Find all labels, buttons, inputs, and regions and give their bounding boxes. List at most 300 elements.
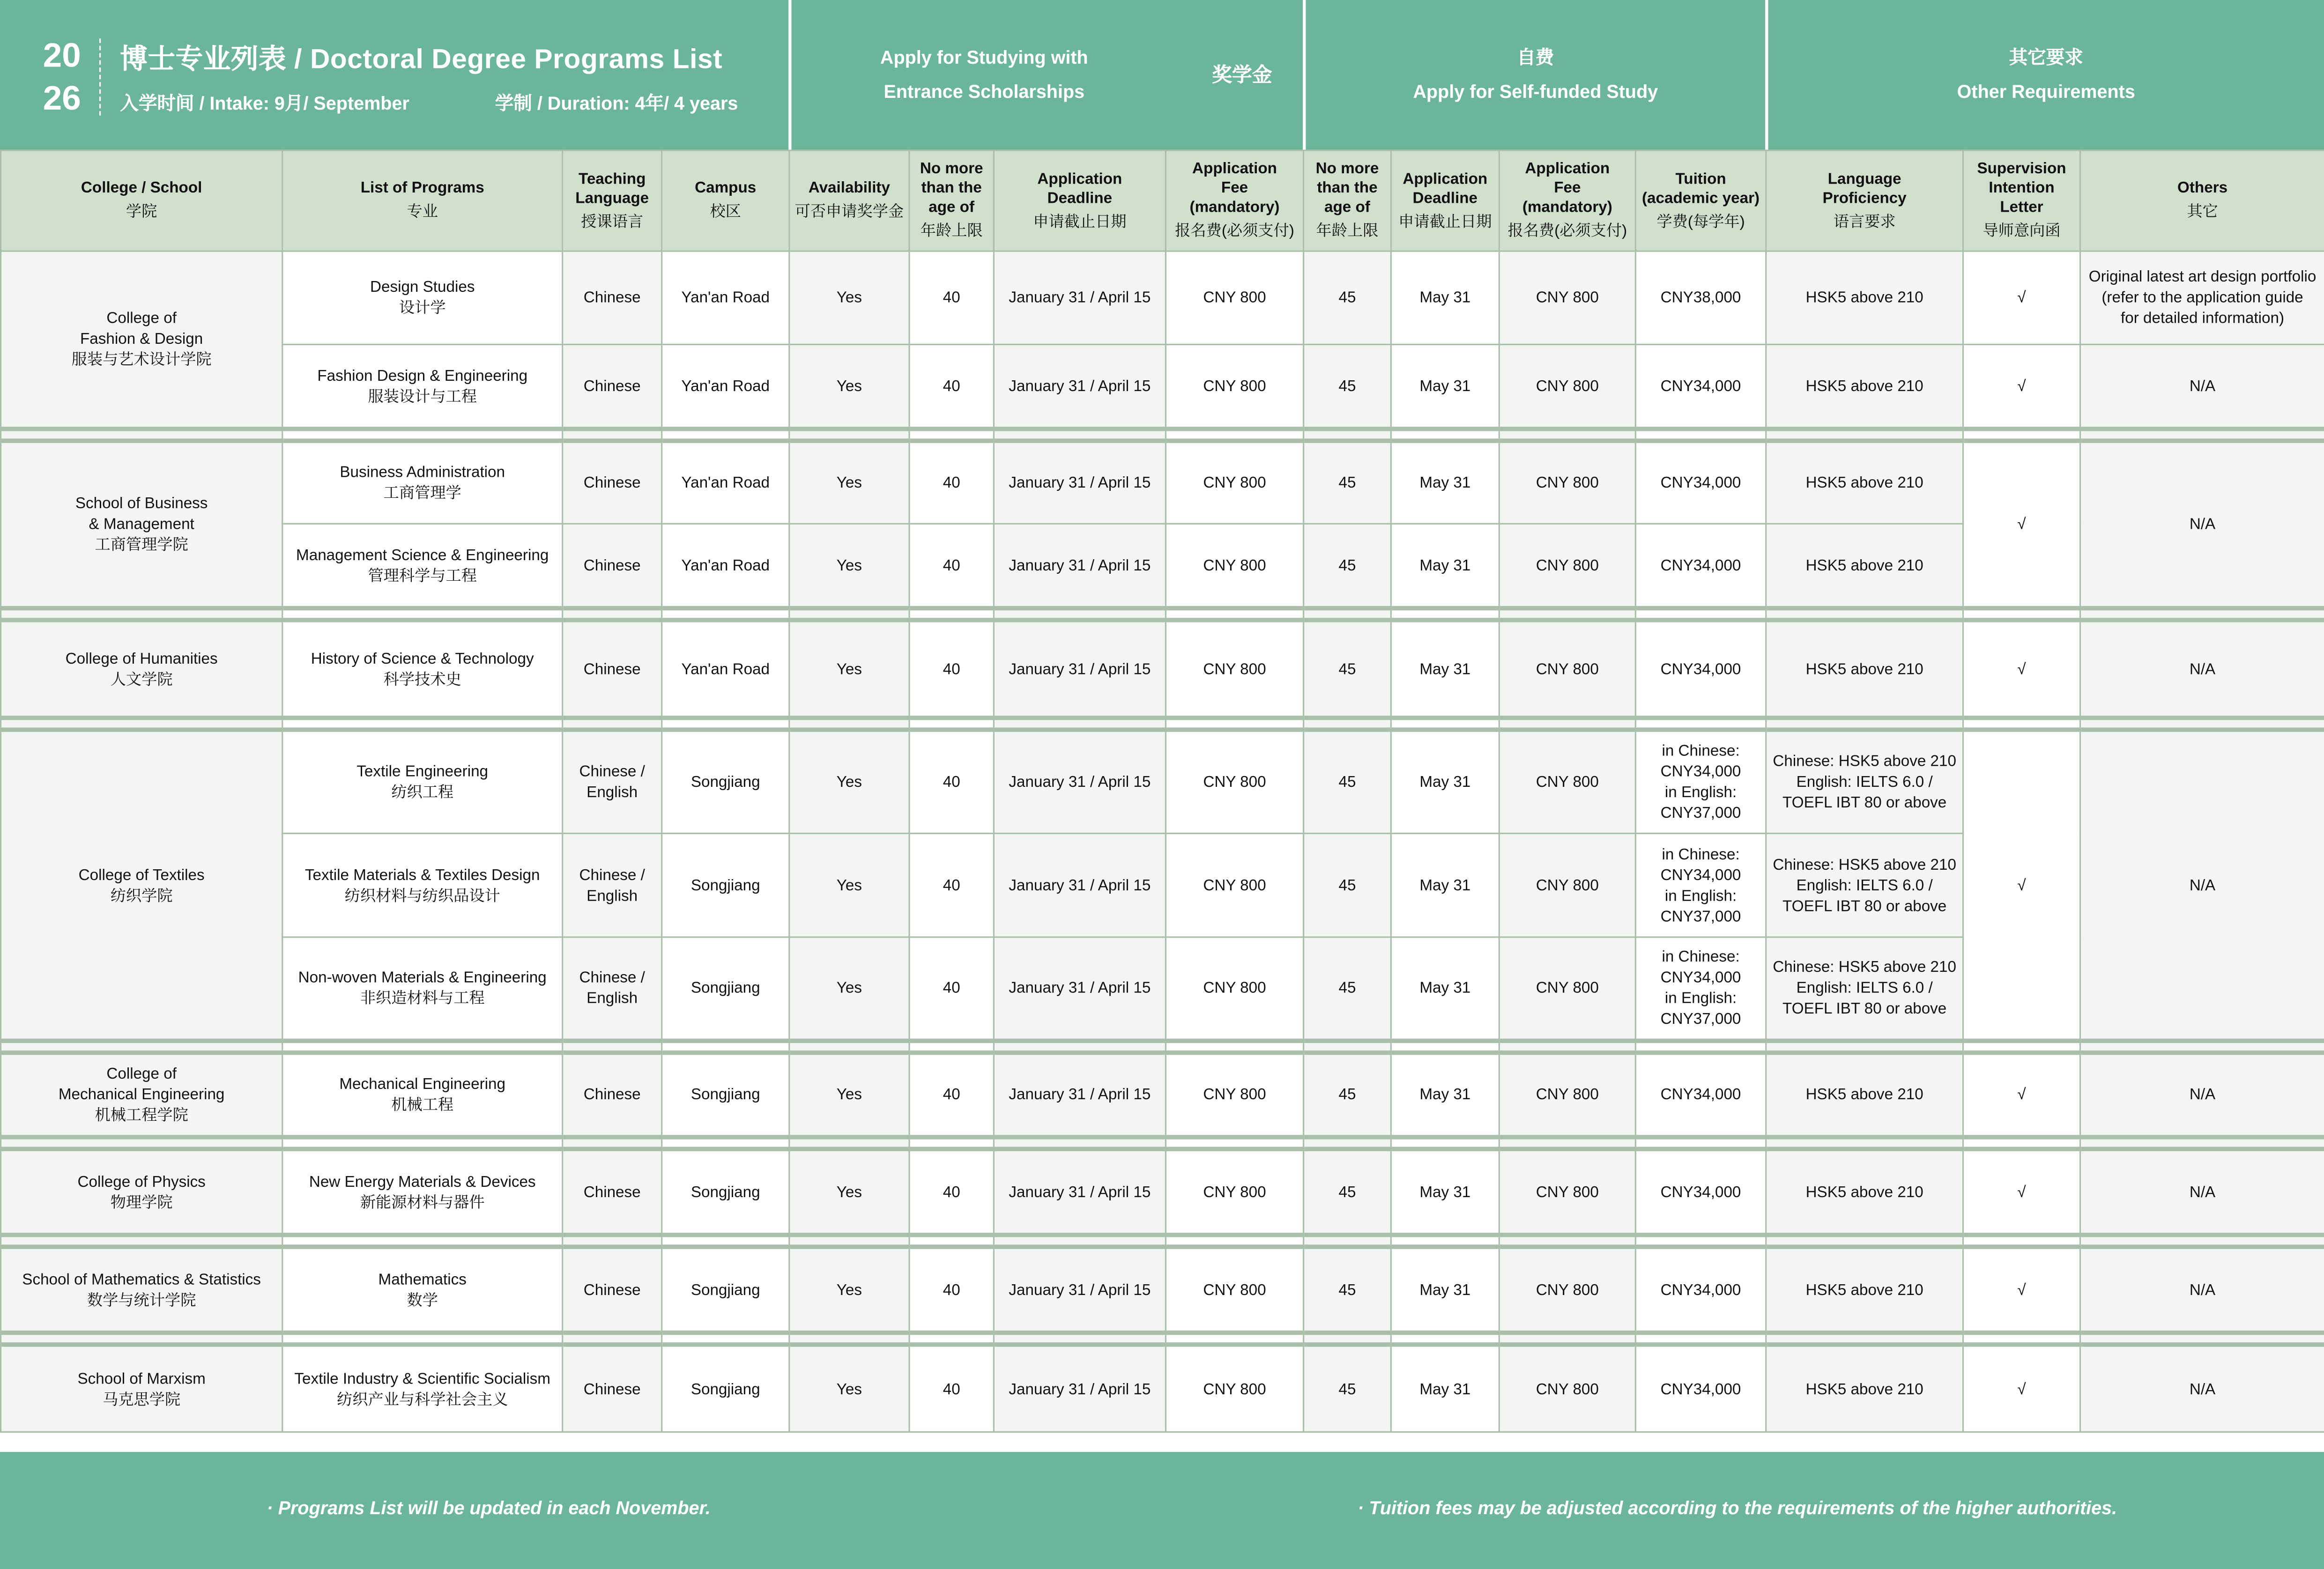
column-header-cn: 专业 bbox=[407, 203, 438, 221]
column-header-cn: 校区 bbox=[710, 203, 741, 221]
spacer-cell bbox=[1499, 1332, 1635, 1344]
cell-college: School of Marxism 马克思学院 bbox=[1, 1345, 282, 1432]
cell-teaching-language: Chinese bbox=[563, 1247, 662, 1332]
column-header-scholarship-deadline bbox=[994, 150, 1166, 251]
cell-scholarship-age-limit: 40 bbox=[909, 344, 994, 429]
group-spacer bbox=[1, 608, 2324, 620]
cell-program: Mathematics 数学 bbox=[282, 1247, 563, 1332]
cell-self-age-limit: 45 bbox=[1304, 1345, 1391, 1432]
cell-scholarship-fee: CNY 800 bbox=[1166, 1053, 1303, 1137]
cell-tuition: CNY34,000 bbox=[1635, 524, 1766, 608]
cell-self-deadline: May 31 bbox=[1391, 251, 1499, 344]
spacer-cell bbox=[1166, 429, 1303, 441]
group-spacer bbox=[1, 1332, 2324, 1344]
column-header-scholarship-fee bbox=[1166, 150, 1303, 251]
programs-table bbox=[0, 150, 2324, 1433]
cell-others: N/A bbox=[2080, 1345, 2324, 1432]
table-row bbox=[1, 730, 2324, 833]
cell-campus: Songjiang bbox=[662, 1053, 789, 1137]
spacer-cell bbox=[1304, 429, 1391, 441]
cell-scholarship-fee: CNY 800 bbox=[1166, 441, 1303, 524]
cell-self-age-limit: 45 bbox=[1304, 937, 1391, 1041]
column-header-en: No more than the age of bbox=[1315, 160, 1379, 216]
spacer-cell bbox=[994, 1332, 1166, 1344]
cell-scholarship-deadline: January 31 / April 15 bbox=[994, 344, 1166, 429]
spacer-cell bbox=[563, 718, 662, 730]
table-row bbox=[1, 1149, 2324, 1235]
spacer-cell bbox=[563, 1235, 662, 1247]
cell-scholarship-deadline: January 31 / April 15 bbox=[994, 1345, 1166, 1432]
cell-self-deadline: May 31 bbox=[1391, 620, 1499, 718]
cell-teaching-language: Chinese / English bbox=[563, 833, 662, 937]
column-header-en: Language Proficiency bbox=[1822, 170, 1907, 207]
spacer-cell bbox=[789, 1041, 909, 1052]
cell-self-age-limit: 45 bbox=[1304, 344, 1391, 429]
cell-tuition: CNY38,000 bbox=[1635, 251, 1766, 344]
table-row bbox=[1, 1053, 2324, 1137]
spacer-cell bbox=[1166, 1041, 1303, 1052]
cell-others: N/A bbox=[2080, 730, 2324, 1041]
spacer-cell bbox=[1635, 1332, 1766, 1344]
spacer-cell bbox=[994, 718, 1166, 730]
spacer-cell bbox=[1963, 1332, 2080, 1344]
cell-language-proficiency: HSK5 above 210 bbox=[1766, 620, 1963, 718]
cell-scholarship-age-limit: 40 bbox=[909, 1247, 994, 1332]
cell-language-proficiency: HSK5 above 210 bbox=[1766, 524, 1963, 608]
spacer-cell bbox=[282, 718, 563, 730]
spacer-cell bbox=[1166, 1235, 1303, 1247]
spacer-cell bbox=[1635, 1235, 1766, 1247]
spacer-cell bbox=[1391, 1332, 1499, 1344]
column-header-cn: 授课语言 bbox=[581, 212, 644, 230]
cell-tuition: CNY34,000 bbox=[1635, 1053, 1766, 1137]
table-row bbox=[1, 620, 2324, 718]
column-header-program bbox=[282, 150, 563, 251]
spacer-cell bbox=[1391, 718, 1499, 730]
spacer-cell bbox=[1963, 718, 2080, 730]
table-row bbox=[1, 441, 2324, 524]
cell-tuition: CNY34,000 bbox=[1635, 344, 1766, 429]
spacer-cell bbox=[1391, 429, 1499, 441]
cell-program: Non-woven Materials & Engineering 非织造材料与工程 bbox=[282, 937, 563, 1041]
spacer-cell bbox=[1304, 1332, 1391, 1344]
other-requirements-group-header: 其它要求 Other Requirements bbox=[1765, 0, 2324, 150]
column-header-en: College / School bbox=[81, 179, 202, 197]
cell-availability: Yes bbox=[789, 1053, 909, 1137]
cell-teaching-language: Chinese / English bbox=[563, 730, 662, 833]
spacer-cell bbox=[1635, 1137, 1766, 1149]
cell-others: N/A bbox=[2080, 1247, 2324, 1332]
spacer-cell bbox=[1, 608, 282, 620]
cell-program: Textile Engineering 纺织工程 bbox=[282, 730, 563, 833]
group-spacer bbox=[1, 429, 2324, 441]
cell-language-proficiency: Chinese: HSK5 above 210 English: IELTS 6.0 / TOEFL IBT 80 or above bbox=[1766, 937, 1963, 1041]
spacer-cell bbox=[909, 718, 994, 730]
column-header-en: No more than the age of bbox=[920, 160, 983, 216]
table-row bbox=[1, 1247, 2324, 1332]
cell-self-fee: CNY 800 bbox=[1499, 344, 1635, 429]
cell-program: New Energy Materials & Devices 新能源材料与器件 bbox=[282, 1149, 563, 1235]
cell-self-fee: CNY 800 bbox=[1499, 1053, 1635, 1137]
cell-college: College of Mechanical Engineering 机械工程学院 bbox=[1, 1053, 282, 1137]
column-header-campus bbox=[662, 150, 789, 251]
spacer-cell bbox=[563, 608, 662, 620]
spacer-cell bbox=[1391, 1235, 1499, 1247]
cell-availability: Yes bbox=[789, 1247, 909, 1332]
spacer-cell bbox=[282, 1137, 563, 1149]
spacer-cell bbox=[563, 1137, 662, 1149]
cell-scholarship-fee: CNY 800 bbox=[1166, 833, 1303, 937]
column-header-college bbox=[1, 150, 282, 251]
column-header-availability bbox=[789, 150, 909, 251]
cell-scholarship-fee: CNY 800 bbox=[1166, 620, 1303, 718]
spacer-cell bbox=[1166, 608, 1303, 620]
spacer-cell bbox=[1766, 608, 1963, 620]
page-title: 博士专业列表 / Doctoral Degree Programs List bbox=[120, 43, 723, 74]
spacer-cell bbox=[994, 429, 1166, 441]
cell-scholarship-age-limit: 40 bbox=[909, 441, 994, 524]
column-header-cn: 导师意向函 bbox=[1982, 222, 2061, 240]
cell-scholarship-deadline: January 31 / April 15 bbox=[994, 620, 1166, 718]
cell-language-proficiency: HSK5 above 210 bbox=[1766, 441, 1963, 524]
spacer-cell bbox=[1304, 718, 1391, 730]
group-spacer bbox=[1, 1137, 2324, 1149]
spacer-cell bbox=[1, 1041, 282, 1052]
spacer-cell bbox=[662, 608, 789, 620]
spacer-cell bbox=[1499, 608, 1635, 620]
spacer-cell bbox=[1304, 608, 1391, 620]
cell-teaching-language: Chinese bbox=[563, 620, 662, 718]
spacer-cell bbox=[789, 1137, 909, 1149]
column-header-cn: 学费(每学年) bbox=[1656, 212, 1745, 230]
cell-campus: Yan'an Road bbox=[662, 524, 789, 608]
cell-program: Management Science & Engineering 管理科学与工程 bbox=[282, 524, 563, 608]
cell-scholarship-age-limit: 40 bbox=[909, 937, 994, 1041]
cell-self-fee: CNY 800 bbox=[1499, 1345, 1635, 1432]
cell-program: Textile Materials & Textiles Design 纺织材料与纺织品设计 bbox=[282, 833, 563, 937]
cell-self-fee: CNY 800 bbox=[1499, 1247, 1635, 1332]
cell-availability: Yes bbox=[789, 344, 909, 429]
cell-scholarship-age-limit: 40 bbox=[909, 1149, 994, 1235]
cell-others: N/A bbox=[2080, 1053, 2324, 1137]
cell-program: Business Administration 工商管理学 bbox=[282, 441, 563, 524]
spacer-cell bbox=[1963, 1041, 2080, 1052]
spacer-cell bbox=[662, 1235, 789, 1247]
spacer-cell bbox=[2080, 1041, 2324, 1052]
cell-self-age-limit: 45 bbox=[1304, 524, 1391, 608]
spacer-cell bbox=[662, 1041, 789, 1052]
cell-campus: Yan'an Road bbox=[662, 344, 789, 429]
spacer-cell bbox=[1635, 608, 1766, 620]
spacer-cell bbox=[563, 429, 662, 441]
column-header-en: Supervision Intention Letter bbox=[1977, 160, 2066, 216]
spacer-cell bbox=[1635, 429, 1766, 441]
group-spacer bbox=[1, 1235, 2324, 1247]
cell-teaching-language: Chinese bbox=[563, 524, 662, 608]
cell-self-deadline: May 31 bbox=[1391, 1345, 1499, 1432]
cell-others: Original latest art design portfolio (refer to the application guide for detailed information) bbox=[2080, 251, 2324, 344]
spacer-cell bbox=[1635, 718, 1766, 730]
cell-college: College of Physics 物理学院 bbox=[1, 1149, 282, 1235]
spacer-cell bbox=[282, 1235, 563, 1247]
year-bottom: 26 bbox=[43, 78, 81, 117]
scholarship-group-label: Apply for Studying with Entrance Scholarships bbox=[880, 46, 1088, 102]
spacer-cell bbox=[662, 1332, 789, 1344]
spacer-cell bbox=[1, 1235, 282, 1247]
spacer-cell bbox=[789, 608, 909, 620]
cell-self-fee: CNY 800 bbox=[1499, 1149, 1635, 1235]
spacer-cell bbox=[1304, 1041, 1391, 1052]
spacer-cell bbox=[1391, 1041, 1499, 1052]
cell-scholarship-fee: CNY 800 bbox=[1166, 730, 1303, 833]
cell-self-fee: CNY 800 bbox=[1499, 251, 1635, 344]
cell-others: N/A bbox=[2080, 1149, 2324, 1235]
cell-self-fee: CNY 800 bbox=[1499, 730, 1635, 833]
spacer-cell bbox=[2080, 608, 2324, 620]
spacer-cell bbox=[282, 1041, 563, 1052]
cell-supervision-letter: √ bbox=[1963, 1247, 2080, 1332]
cell-others: N/A bbox=[2080, 620, 2324, 718]
cell-self-deadline: May 31 bbox=[1391, 1053, 1499, 1137]
cell-campus: Yan'an Road bbox=[662, 441, 789, 524]
cell-college: School of Mathematics & Statistics 数学与统计学院 bbox=[1, 1247, 282, 1332]
cell-teaching-language: Chinese bbox=[563, 1149, 662, 1235]
cell-scholarship-age-limit: 40 bbox=[909, 524, 994, 608]
banner bbox=[0, 0, 2324, 150]
column-header-cn: 申请截止日期 bbox=[1398, 212, 1492, 230]
cell-self-age-limit: 45 bbox=[1304, 251, 1391, 344]
spacer-cell bbox=[1391, 608, 1499, 620]
column-header-language-proficiency bbox=[1766, 150, 1963, 251]
spacer-cell bbox=[994, 1137, 1166, 1149]
cell-scholarship-age-limit: 40 bbox=[909, 1053, 994, 1137]
cell-self-age-limit: 45 bbox=[1304, 833, 1391, 937]
cell-scholarship-fee: CNY 800 bbox=[1166, 1345, 1303, 1432]
spacer-cell bbox=[909, 429, 994, 441]
spacer-cell bbox=[1166, 1332, 1303, 1344]
spacer-cell bbox=[1766, 1137, 1963, 1149]
spacer-cell bbox=[909, 1137, 994, 1149]
cell-availability: Yes bbox=[789, 524, 909, 608]
cell-tuition: CNY34,000 bbox=[1635, 1345, 1766, 1432]
cell-scholarship-deadline: January 31 / April 15 bbox=[994, 730, 1166, 833]
cell-tuition: in Chinese: CNY34,000 in English: CNY37,000 bbox=[1635, 937, 1766, 1041]
column-header-teaching-language bbox=[563, 150, 662, 251]
cell-language-proficiency: HSK5 above 210 bbox=[1766, 251, 1963, 344]
cell-self-fee: CNY 800 bbox=[1499, 524, 1635, 608]
footer-note-right: · Tuition fees may be adjusted according to the requirements of the higher authorities. bbox=[1358, 1498, 2117, 1519]
cell-supervision-letter: √ bbox=[1963, 251, 2080, 344]
intake-info: 入学时间 / Intake: 9月/ September bbox=[120, 93, 409, 114]
cell-self-age-limit: 45 bbox=[1304, 620, 1391, 718]
table-row bbox=[1, 1345, 2324, 1432]
scholarship-group-header bbox=[788, 0, 1303, 150]
cell-self-fee: CNY 800 bbox=[1499, 937, 1635, 1041]
footer bbox=[0, 1452, 2324, 1569]
cell-scholarship-deadline: January 31 / April 15 bbox=[994, 524, 1166, 608]
table-row bbox=[1, 251, 2324, 344]
cell-self-fee: CNY 800 bbox=[1499, 620, 1635, 718]
column-header-en: Tuition (academic year) bbox=[1641, 170, 1760, 207]
cell-supervision-letter: √ bbox=[1963, 441, 2080, 608]
cell-supervision-letter: √ bbox=[1963, 344, 2080, 429]
column-header-cn: 年龄上限 bbox=[1316, 222, 1379, 240]
spacer-cell bbox=[282, 1332, 563, 1344]
column-header-cn: 报名费(必须支付) bbox=[1507, 222, 1627, 240]
column-header-en: Others bbox=[2177, 179, 2228, 197]
cell-availability: Yes bbox=[789, 251, 909, 344]
cell-scholarship-age-limit: 40 bbox=[909, 620, 994, 718]
cell-self-age-limit: 45 bbox=[1304, 1053, 1391, 1137]
spacer-cell bbox=[909, 1332, 994, 1344]
cell-teaching-language: Chinese bbox=[563, 344, 662, 429]
spacer-cell bbox=[1766, 718, 1963, 730]
spacer-cell bbox=[909, 1041, 994, 1052]
spacer-cell bbox=[1304, 1235, 1391, 1247]
spacer-cell bbox=[2080, 1332, 2324, 1344]
cell-scholarship-fee: CNY 800 bbox=[1166, 937, 1303, 1041]
spacer-cell bbox=[1166, 718, 1303, 730]
spacer-cell bbox=[1, 718, 282, 730]
column-header-cn: 申请截止日期 bbox=[1033, 212, 1127, 230]
cell-scholarship-age-limit: 40 bbox=[909, 730, 994, 833]
spacer-cell bbox=[1635, 1041, 1766, 1052]
cell-availability: Yes bbox=[789, 1149, 909, 1235]
cell-tuition: CNY34,000 bbox=[1635, 1149, 1766, 1235]
cell-college: College of Humanities 人文学院 bbox=[1, 620, 282, 718]
spacer-cell bbox=[282, 608, 563, 620]
column-header-cn: 语言要求 bbox=[1833, 212, 1896, 230]
column-header-en: Availability bbox=[808, 179, 891, 197]
cell-availability: Yes bbox=[789, 937, 909, 1041]
cell-campus: Songjiang bbox=[662, 937, 789, 1041]
cell-self-deadline: May 31 bbox=[1391, 1149, 1499, 1235]
spacer-cell bbox=[909, 1235, 994, 1247]
spacer-cell bbox=[662, 1137, 789, 1149]
cell-supervision-letter: √ bbox=[1963, 620, 2080, 718]
cell-campus: Songjiang bbox=[662, 1345, 789, 1432]
cell-scholarship-deadline: January 31 / April 15 bbox=[994, 833, 1166, 937]
cell-scholarship-deadline: January 31 / April 15 bbox=[994, 251, 1166, 344]
cell-program: Fashion Design & Engineering 服装设计与工程 bbox=[282, 344, 563, 429]
cell-language-proficiency: HSK5 above 210 bbox=[1766, 344, 1963, 429]
cell-self-deadline: May 31 bbox=[1391, 833, 1499, 937]
cell-scholarship-fee: CNY 800 bbox=[1166, 1247, 1303, 1332]
column-header-cn: 报名费(必须支付) bbox=[1175, 222, 1294, 240]
cell-availability: Yes bbox=[789, 730, 909, 833]
cell-supervision-letter: √ bbox=[1963, 730, 2080, 1041]
spacer-cell bbox=[1766, 1332, 1963, 1344]
spacer-cell bbox=[1963, 1137, 2080, 1149]
cell-campus: Songjiang bbox=[662, 1149, 789, 1235]
cell-language-proficiency: Chinese: HSK5 above 210 English: IELTS 6.0 / TOEFL IBT 80 or above bbox=[1766, 730, 1963, 833]
cell-scholarship-age-limit: 40 bbox=[909, 251, 994, 344]
cell-program: Textile Industry & Scientific Socialism 纺织产业与科学社会主义 bbox=[282, 1345, 563, 1432]
cell-self-deadline: May 31 bbox=[1391, 524, 1499, 608]
column-header-self-fee bbox=[1499, 150, 1635, 251]
cell-self-deadline: May 31 bbox=[1391, 937, 1499, 1041]
spacer-cell bbox=[994, 608, 1166, 620]
spacer-cell bbox=[563, 1041, 662, 1052]
cell-self-fee: CNY 800 bbox=[1499, 833, 1635, 937]
column-header-en: Application Fee (mandatory) bbox=[1189, 160, 1280, 216]
cell-language-proficiency: HSK5 above 210 bbox=[1766, 1053, 1963, 1137]
spacer-cell bbox=[1766, 1041, 1963, 1052]
column-header-en: List of Programs bbox=[360, 179, 484, 197]
spacer-cell bbox=[1304, 1137, 1391, 1149]
column-header-row bbox=[1, 150, 2324, 251]
column-header-en: Teaching Language bbox=[575, 170, 649, 207]
cell-language-proficiency: HSK5 above 210 bbox=[1766, 1345, 1963, 1432]
spacer-cell bbox=[1, 1137, 282, 1149]
spacer-cell bbox=[1, 429, 282, 441]
group-spacer bbox=[1, 1041, 2324, 1052]
cell-self-age-limit: 45 bbox=[1304, 1247, 1391, 1332]
cell-teaching-language: Chinese bbox=[563, 441, 662, 524]
column-header-en: Application Deadline bbox=[1037, 170, 1122, 207]
cell-scholarship-age-limit: 40 bbox=[909, 833, 994, 937]
spacer-cell bbox=[1963, 608, 2080, 620]
duration-info: 学制 / Duration: 4年/ 4 years bbox=[495, 93, 738, 114]
spacer-cell bbox=[1499, 718, 1635, 730]
cell-program: Mechanical Engineering 机械工程 bbox=[282, 1053, 563, 1137]
spacer-cell bbox=[1391, 1137, 1499, 1149]
cell-scholarship-deadline: January 31 / April 15 bbox=[994, 1149, 1166, 1235]
cell-tuition: CNY34,000 bbox=[1635, 441, 1766, 524]
selffunded-group-header: 自费 Apply for Self-funded Study bbox=[1303, 0, 1765, 150]
column-header-tuition bbox=[1635, 150, 1766, 251]
spacer-cell bbox=[2080, 429, 2324, 441]
cell-campus: Songjiang bbox=[662, 1247, 789, 1332]
spacer-cell bbox=[994, 1235, 1166, 1247]
cell-campus: Songjiang bbox=[662, 833, 789, 937]
cell-scholarship-deadline: January 31 / April 15 bbox=[994, 441, 1166, 524]
cell-tuition: CNY34,000 bbox=[1635, 620, 1766, 718]
column-header-en: Campus bbox=[695, 179, 757, 197]
spacer-cell bbox=[2080, 718, 2324, 730]
cell-college: College of Textiles 纺织学院 bbox=[1, 730, 282, 1041]
cell-others: N/A bbox=[2080, 441, 2324, 608]
column-header-cn: 学院 bbox=[126, 203, 157, 221]
cell-supervision-letter: √ bbox=[1963, 1345, 2080, 1432]
spacer-cell bbox=[662, 718, 789, 730]
cell-scholarship-deadline: January 31 / April 15 bbox=[994, 1053, 1166, 1137]
scholarship-cn-label: 奖学金 bbox=[1212, 64, 1272, 86]
column-header-cn: 年龄上限 bbox=[920, 222, 983, 240]
column-header-en: Application Fee (mandatory) bbox=[1522, 160, 1612, 216]
cell-scholarship-deadline: January 31 / April 15 bbox=[994, 1247, 1166, 1332]
cell-teaching-language: Chinese bbox=[563, 1053, 662, 1137]
cell-teaching-language: Chinese bbox=[563, 1345, 662, 1432]
spacer-cell bbox=[1963, 429, 2080, 441]
cell-scholarship-age-limit: 40 bbox=[909, 1345, 994, 1432]
cell-self-fee: CNY 800 bbox=[1499, 441, 1635, 524]
cell-language-proficiency: Chinese: HSK5 above 210 English: IELTS 6.0 / TOEFL IBT 80 or above bbox=[1766, 833, 1963, 937]
cell-program: Design Studies 设计学 bbox=[282, 251, 563, 344]
cell-availability: Yes bbox=[789, 833, 909, 937]
cell-supervision-letter: √ bbox=[1963, 1053, 2080, 1137]
cell-college: School of Business & Management 工商管理学院 bbox=[1, 441, 282, 608]
cell-others: N/A bbox=[2080, 344, 2324, 429]
cell-college: College of Fashion & Design 服装与艺术设计学院 bbox=[1, 251, 282, 429]
column-header-self-age-limit bbox=[1304, 150, 1391, 251]
cell-availability: Yes bbox=[789, 620, 909, 718]
cell-scholarship-fee: CNY 800 bbox=[1166, 251, 1303, 344]
cell-self-deadline: May 31 bbox=[1391, 344, 1499, 429]
cell-self-age-limit: 45 bbox=[1304, 730, 1391, 833]
cell-supervision-letter: √ bbox=[1963, 1149, 2080, 1235]
spacer-cell bbox=[2080, 1235, 2324, 1247]
